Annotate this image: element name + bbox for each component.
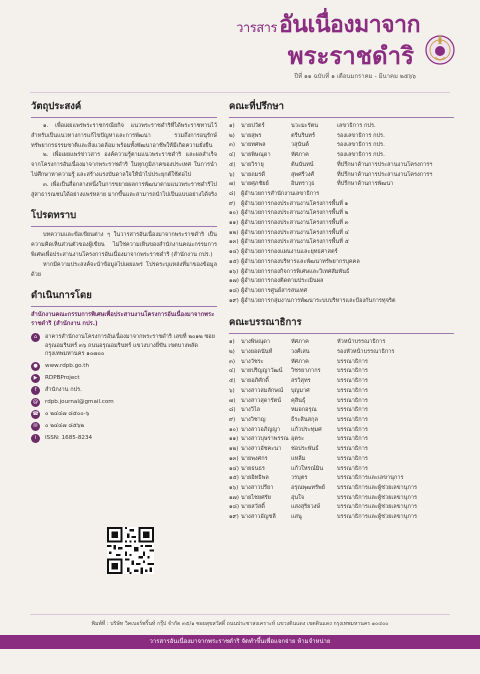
row-first-name: ผู้อำนวยการกลุ่มงานการพัฒนาระบบบริหารและป้องกันการทุจริต bbox=[241, 297, 396, 304]
contact-facebook[interactable] bbox=[31, 386, 217, 395]
row-last-name: หัศภาค bbox=[291, 339, 309, 346]
advisors-row bbox=[229, 171, 454, 181]
row-first-name: นายศุภชัยย์ bbox=[241, 181, 269, 188]
publisher-org: สำนักงานคณะกรรมการพิเศษเพื่อประสานงานโครงการอันเนื่องมาจากพระราชดำริ (สำนักงาน กปร.) bbox=[31, 312, 215, 328]
row-position: รองเลขาธิการ กปร. bbox=[337, 152, 385, 159]
row-last-name: แหลีม bbox=[291, 455, 306, 462]
row-number: ๑๘) bbox=[229, 504, 240, 511]
row-first-name: นายถมรดี bbox=[241, 171, 265, 178]
advisors-row bbox=[229, 132, 454, 142]
row-first-name: นายทศพล bbox=[241, 142, 266, 149]
advisors-row bbox=[229, 268, 454, 278]
advisors-title: คณะที่ปรึกษา bbox=[229, 101, 285, 112]
contact-text: ๐ ๒๔๔๗ ๘๕๖๒ bbox=[45, 422, 85, 429]
row-position: บรรณาธิการ bbox=[337, 436, 368, 443]
row-position: เลขาธิการ กปร. bbox=[337, 123, 376, 129]
row-last-name: วงศ์เสน bbox=[291, 349, 310, 356]
footer-divider bbox=[30, 614, 450, 615]
advisors-row bbox=[229, 180, 454, 190]
advisors-row bbox=[229, 122, 454, 132]
row-first-name: ผู้อำนวยการกองประสานงานโครงการพื้นที่ ๓ bbox=[241, 220, 349, 227]
editorial-section bbox=[229, 315, 454, 522]
contact-text: RDPBProject bbox=[45, 374, 80, 381]
issn-icon: i bbox=[31, 434, 40, 443]
row-number: ๑๐) bbox=[229, 426, 239, 433]
editorial-row bbox=[229, 348, 454, 358]
contact-text: ๐ ๒๔๔๗ ๘๕๐๐-๖ bbox=[45, 410, 90, 417]
row-first-name: ผู้อำนวยการกองประสานงานโครงการพื้นที่ ๑ bbox=[241, 200, 349, 207]
row-number: ๕) bbox=[229, 161, 236, 168]
row-number: ๑๕) bbox=[229, 475, 239, 482]
editorial-row bbox=[229, 503, 454, 513]
row-first-name: ผู้อำนวยการกองกิจการพิเศษและวิเทศสัมพันธ์ bbox=[241, 268, 350, 275]
row-first-name: นางวิชาญ bbox=[241, 416, 266, 423]
row-number: ๗) bbox=[229, 181, 236, 188]
row-position: ที่ปรึกษาด้านการประสานงานโครงการฯ bbox=[337, 161, 433, 168]
editorial-title: คณะบรรณาธิการ bbox=[229, 317, 302, 329]
row-number: ๑๓) bbox=[229, 239, 239, 246]
row-number: ๑๐) bbox=[229, 210, 239, 217]
policy-section bbox=[31, 208, 217, 280]
phone-icon: ☎ bbox=[32, 410, 39, 417]
row-first-name: นางสาวอภิญญา bbox=[241, 426, 281, 433]
row-position: บรรณาธิการ bbox=[337, 368, 368, 375]
fax-icon: ✉ bbox=[31, 422, 40, 431]
row-position: บรรณาธิการและผู้ช่วยเลขานุการ bbox=[337, 494, 418, 501]
advisors-row bbox=[229, 219, 454, 229]
header-divider bbox=[30, 92, 450, 93]
objectives-title: วัตถุประสงค์ bbox=[31, 101, 82, 112]
editorial-row bbox=[229, 426, 454, 436]
row-position: บรรณาธิการ bbox=[337, 455, 368, 462]
editorial-row bbox=[229, 377, 454, 387]
objective-3: ๓. เพื่อเป็นสื่อกลางหนึ่งในการขยายผลการพัฒนาตามแนวพระราชดำริไปสู่สาธารณชนได้อย่างแพร่หลาย มากขึ้นและสามารถนำไปเป็นแบบอย่างได้จริง bbox=[31, 181, 217, 198]
editorial-row bbox=[229, 358, 454, 368]
row-first-name: นายพิษณุดา bbox=[241, 152, 271, 159]
publisher-title: ดำเนินการโดย bbox=[31, 290, 92, 302]
row-number: ๙) bbox=[229, 200, 236, 207]
masthead bbox=[0, 0, 480, 86]
editorial-row bbox=[229, 338, 454, 348]
row-last-name: คุสินธุ์ bbox=[291, 397, 306, 404]
row-first-name: นางยอดนันท์ bbox=[241, 349, 273, 356]
row-number: ๓) bbox=[229, 142, 236, 149]
contact-youtube[interactable] bbox=[31, 374, 217, 383]
row-first-name: นายไชยศรัย bbox=[241, 494, 271, 501]
row-number: ๗) bbox=[229, 397, 236, 404]
row-number: ๑๘) bbox=[229, 287, 240, 294]
contact-text: สำนักงาน กปร. bbox=[45, 386, 82, 393]
row-number: ๑๙) bbox=[229, 514, 239, 521]
row-position: บรรณาธิการ bbox=[337, 426, 368, 433]
mail-icon: @ bbox=[33, 398, 38, 405]
advisors-row bbox=[229, 209, 454, 219]
objectives-body bbox=[31, 122, 217, 200]
advisors-rule bbox=[229, 117, 454, 118]
row-number: ๒) bbox=[229, 132, 235, 139]
row-last-name: ตรีนรินทร์ bbox=[291, 132, 315, 139]
contact-issn bbox=[31, 434, 217, 443]
row-position: รองหัวหน้าบรรณาธิการ bbox=[337, 349, 395, 356]
row-first-name: นายปริญญาวัฒน์ bbox=[241, 368, 283, 375]
row-last-name: ต้นนันทน์ bbox=[291, 161, 314, 168]
row-last-name: แก้วประทุมศ bbox=[291, 426, 322, 433]
row-first-name: นางสาวบุษราพรรณ bbox=[241, 436, 289, 443]
advisors-row bbox=[229, 297, 454, 307]
row-position: รองเลขาธิการ กปร. bbox=[337, 142, 385, 149]
web-icon: ● bbox=[31, 362, 40, 371]
row-first-name: นายอิทธิพล bbox=[241, 475, 269, 482]
row-last-name: วิชรยาภากร bbox=[291, 368, 321, 375]
row-first-name: นางสาวปรียา bbox=[241, 484, 274, 491]
row-last-name: อรุณพุฒทรัพย์ bbox=[291, 484, 325, 491]
row-first-name: นางสาวอัญชลี bbox=[241, 514, 276, 521]
royal-emblem-icon bbox=[422, 30, 458, 66]
row-number: ๒) bbox=[229, 349, 235, 356]
row-first-name: นายสวัสดิ์ bbox=[241, 504, 265, 511]
row-number: ๖) bbox=[229, 387, 235, 394]
publisher-section bbox=[31, 288, 217, 442]
row-number: ๑๗) bbox=[229, 278, 239, 285]
editorial-row bbox=[229, 494, 454, 504]
row-last-name: สรวิสุทร bbox=[291, 378, 311, 385]
row-number: ๑๑) bbox=[229, 436, 239, 443]
row-first-name: นางวิไล bbox=[241, 407, 261, 414]
row-position: บรรณาธิการ bbox=[337, 358, 368, 365]
editorial-row bbox=[229, 435, 454, 445]
row-number: ๔) bbox=[229, 368, 236, 375]
row-number: ๑๖) bbox=[229, 268, 239, 275]
qr-code[interactable] bbox=[107, 527, 154, 574]
row-first-name: นายอภิศักดิ์ bbox=[241, 378, 269, 385]
row-position: บรรณาธิการ bbox=[337, 397, 368, 404]
row-last-name: หัศภาค bbox=[291, 152, 309, 159]
objective-2: ๒. เพื่อเผยแพร่ข่าวสาร องค์ความรู้ตามแนวพระราชดำริ และผลสำเร็จจากโครงการอันเนื่องมาจากพระราชดำริ ในทุกภูมิภาคของประเทศ ในการนำไปศึกษาหาความรู้ และสร้างแรงบันดาลใจให้นำไปประยุกต์ใช้ต่อไป bbox=[31, 152, 217, 178]
contact-text: อาคารสำนักงานโครงการอันเนื่องมาจากพระราชดำริ เลขที่ ๒๐๑๒ ซอยอรุณอมรินทร์ ๓๖ ถนนอรุณอมรินทร์ แขวงบางยี่ขัน เขตบางพลัด กรุงเทพมหานคร ๑๐๗๐๐ bbox=[45, 334, 215, 358]
row-position: บรรณาธิการและผู้ช่วยเลขานุการ bbox=[337, 514, 418, 521]
row-last-name: ช่อประพันธ์ bbox=[291, 446, 319, 453]
objective-1: ๑. เพื่อเผยแพร่พระราชกรณียกิจ แนวพระราชดำริที่ได้พระราชทานไว้สำหรับเป็นแนวทางการแก้ไขปัญหาและการพัฒนา รวมถึงการอนุรักษ์ทรัพยากรธรรมชาติและสิ่งแวดล้อม พร้อมทั้งพัฒนาอาชีพให้มีเกิดความยั่งยืน bbox=[31, 123, 217, 149]
row-position: บรรณาธิการและผู้ช่วยเลขานุการ bbox=[337, 484, 418, 491]
advisors-row bbox=[229, 200, 454, 210]
row-number: ๑๙) bbox=[229, 297, 239, 304]
contact-fax bbox=[31, 422, 217, 431]
row-first-name: นางสาวอัชคะนา bbox=[241, 446, 282, 453]
editorial-row bbox=[229, 416, 454, 426]
row-number: ๑๕) bbox=[229, 258, 239, 265]
row-last-name: หัศภาค bbox=[291, 358, 309, 365]
row-first-name: ผู้อำนวยการกองติดตามประเมินผล bbox=[241, 278, 324, 285]
policy-title: โปรดทราบ bbox=[31, 210, 77, 222]
contact-email[interactable] bbox=[31, 398, 217, 407]
publisher-rule bbox=[31, 306, 217, 307]
policy-rule bbox=[31, 226, 217, 227]
row-number: ๑๔) bbox=[229, 249, 239, 256]
row-first-name: นางสาวสุดารัตน์ bbox=[241, 397, 282, 404]
row-number: ๘) bbox=[229, 407, 236, 414]
editorial-row bbox=[229, 513, 454, 523]
row-last-name: แสงสุริยวงษ์ bbox=[291, 504, 321, 511]
home-icon: ⌂ bbox=[31, 333, 40, 342]
row-position: หัวหน้าบรรณาธิการ bbox=[337, 339, 386, 346]
row-last-name: อินทราวุธ bbox=[291, 181, 315, 188]
row-last-name: นวะมะรัตน bbox=[291, 123, 319, 129]
row-number: ๑) bbox=[229, 339, 235, 346]
advisors-row bbox=[229, 229, 454, 239]
row-position: บรรณาธิการและผู้ช่วยเลขานุการ bbox=[337, 504, 418, 511]
editorial-row bbox=[229, 387, 454, 397]
policy-paragraph-1: บทความและข้อเขียนต่าง ๆ ในวารสารอันเนื่องมาจากพระราชดำริ เป็นความคิดเห็นส่วนตัวของผู้เขียน ไม่ใช่ความเห็นของสำนักงานคณะกรรมการพิเศษเพื่อประสานงานโครงการอันเนื่องมาจากพระราชดำริ (สำนักงาน กปร.) bbox=[31, 232, 217, 258]
contact-address bbox=[31, 333, 217, 358]
advisors-row bbox=[229, 238, 454, 248]
row-number: ๘) bbox=[229, 190, 236, 197]
advisors-table bbox=[229, 122, 454, 306]
row-first-name: ผู้อำนวยการกองบริหารและพัฒนาทรัพยากรบุคคล bbox=[241, 258, 360, 265]
issue-info: ปีที่ ๑๑ ฉบับที่ ๑ เดือนมกราคม - มีนาคม ๒๕๖๖ bbox=[294, 73, 416, 80]
contact-phone bbox=[31, 410, 217, 419]
row-first-name: ผู้อำนวยการกองแผนงานและยุทธศาสตร์ bbox=[241, 249, 338, 256]
advisors-row bbox=[229, 141, 454, 151]
row-last-name: อุ่นใจ bbox=[291, 494, 305, 501]
row-position: บรรณาธิการ bbox=[337, 407, 368, 414]
row-last-name: หมอกอรุณ bbox=[291, 407, 317, 414]
row-last-name: วสุนันต์ bbox=[291, 142, 309, 149]
advisors-row bbox=[229, 287, 454, 297]
row-last-name: แสนู bbox=[291, 514, 302, 521]
row-position: ที่ปรึกษาด้านการประสานงานโครงการฯ bbox=[337, 171, 433, 178]
contact-text: www.rdpb.go.th bbox=[45, 362, 90, 369]
editorial-row bbox=[229, 474, 454, 484]
row-position: บรรณาธิการ bbox=[337, 465, 368, 472]
contact-website[interactable] bbox=[31, 362, 217, 371]
contact-list bbox=[31, 333, 217, 442]
row-number: ๓) bbox=[229, 358, 236, 365]
objectives-section bbox=[31, 99, 217, 200]
row-last-name: แก้วใหรณ์มิน bbox=[291, 465, 324, 472]
advisors-row bbox=[229, 161, 454, 171]
contact-text: ISSN: 1685-8234 bbox=[45, 434, 93, 441]
row-first-name: นายสุพร bbox=[241, 132, 262, 139]
editorial-row bbox=[229, 484, 454, 494]
row-first-name: นางสาวสมลักษณ์ bbox=[241, 387, 284, 394]
row-first-name: ผู้อำนวยการกองประสานงานโครงการพื้นที่ ๕ bbox=[241, 239, 349, 246]
footer-bar: วารสารอันเนื่องมาจากพระราชดำริ จัดทำขึ้นเพื่อแจกจ่าย ห้ามจำหน่าย bbox=[0, 635, 480, 649]
advisors-row bbox=[229, 190, 454, 200]
row-position: รองเลขาธิการ กปร. bbox=[337, 132, 385, 139]
row-number: ๑๒) bbox=[229, 446, 239, 453]
facebook-icon: f bbox=[31, 386, 40, 395]
editorial-row bbox=[229, 445, 454, 455]
title-line-1: อันเนื่องมาจาก bbox=[278, 11, 420, 38]
editorial-row bbox=[229, 397, 454, 407]
left-column bbox=[31, 99, 217, 446]
row-number: ๑๔) bbox=[229, 465, 239, 472]
advisors-row bbox=[229, 277, 454, 287]
row-number: ๑๒) bbox=[229, 229, 239, 236]
editorial-rule bbox=[229, 333, 454, 334]
editorial-table bbox=[229, 338, 454, 522]
policy-body bbox=[31, 231, 217, 280]
row-last-name: สุพศรีวงศ์ bbox=[291, 171, 315, 178]
row-last-name: วรบุตร bbox=[291, 475, 308, 482]
objectives-rule bbox=[31, 117, 217, 118]
row-first-name: นายวิรายุ bbox=[241, 161, 264, 168]
row-position: บรรณาธิการ bbox=[337, 378, 368, 385]
editorial-row bbox=[229, 465, 454, 475]
row-number: ๑๓) bbox=[229, 455, 239, 462]
row-first-name: ผู้อำนวยการกองประสานงานโครงการพื้นที่ ๒ bbox=[241, 210, 349, 217]
row-last-name: บุญมาศ bbox=[291, 387, 310, 394]
row-number: ๑๗) bbox=[229, 494, 239, 501]
advisors-row bbox=[229, 248, 454, 258]
row-number: ๔) bbox=[229, 152, 236, 159]
row-position: บรรณาธิการ bbox=[337, 387, 368, 394]
row-first-name: นายธนธร bbox=[241, 465, 265, 472]
row-first-name: ผู้อำนวยการสำนักงานเลขาธิการ bbox=[241, 190, 320, 197]
advisors-section bbox=[229, 99, 454, 306]
title-line-2: พระราชดำริ bbox=[287, 41, 414, 70]
row-first-name: ผู้อำนวยการกองประสานงานโครงการพื้นที่ ๔ bbox=[241, 229, 349, 236]
row-first-name: นายปวัตร์ bbox=[241, 123, 265, 129]
row-position: บรรณาธิการ bbox=[337, 446, 368, 453]
row-first-name: นางวัชระ bbox=[241, 358, 264, 365]
contact-text: rdpb.journal@gmail.com bbox=[45, 398, 114, 405]
row-number: ๑) bbox=[229, 123, 235, 129]
row-number: ๖) bbox=[229, 171, 235, 178]
row-last-name: อุตระ bbox=[291, 436, 305, 443]
row-position: บรรณาธิการและเลขานุการ bbox=[337, 475, 404, 482]
row-first-name: ผู้อำนวยการศูนย์สารสนเทศ bbox=[241, 287, 308, 294]
editorial-row bbox=[229, 455, 454, 465]
row-position: ที่ปรึกษาด้านการพัฒนา bbox=[337, 181, 394, 188]
printer-info: พิมพ์ที่ : บริษัท วิคเบอร์พริ้นท์ กรุ๊ป จำกัด ๓๕/๑ ซอยสุขสวัสดิ์ ถนนประชาสงเคราะห์ แขวงดินแดง เขตดินแดง กรุงเทพมหานคร ๑๐๔๐๐ bbox=[91, 621, 389, 627]
journal-title bbox=[236, 12, 420, 81]
row-first-name: นางพิษณุดา bbox=[241, 339, 271, 346]
row-number: ๑๑) bbox=[229, 220, 239, 227]
row-last-name: ธีระสินสกุล bbox=[291, 416, 318, 423]
right-column bbox=[229, 99, 454, 523]
editorial-row bbox=[229, 367, 454, 377]
editorial-row bbox=[229, 406, 454, 416]
row-position: บรรณาธิการ bbox=[337, 416, 368, 423]
youtube-icon: ▶ bbox=[31, 374, 40, 383]
row-first-name: นายพงศกร bbox=[241, 455, 268, 462]
row-number: ๙) bbox=[229, 416, 236, 423]
row-number: ๑๖) bbox=[229, 484, 239, 491]
advisors-row bbox=[229, 151, 454, 161]
row-number: ๕) bbox=[229, 378, 236, 385]
advisors-row bbox=[229, 258, 454, 268]
title-prefix: วารสาร bbox=[236, 21, 277, 36]
policy-paragraph-2: หากมีความประสงค์จะนำข้อมูลไปเผยแพร่ โปรดระบุแหล่งที่มาของข้อมูลด้วย bbox=[31, 261, 217, 278]
